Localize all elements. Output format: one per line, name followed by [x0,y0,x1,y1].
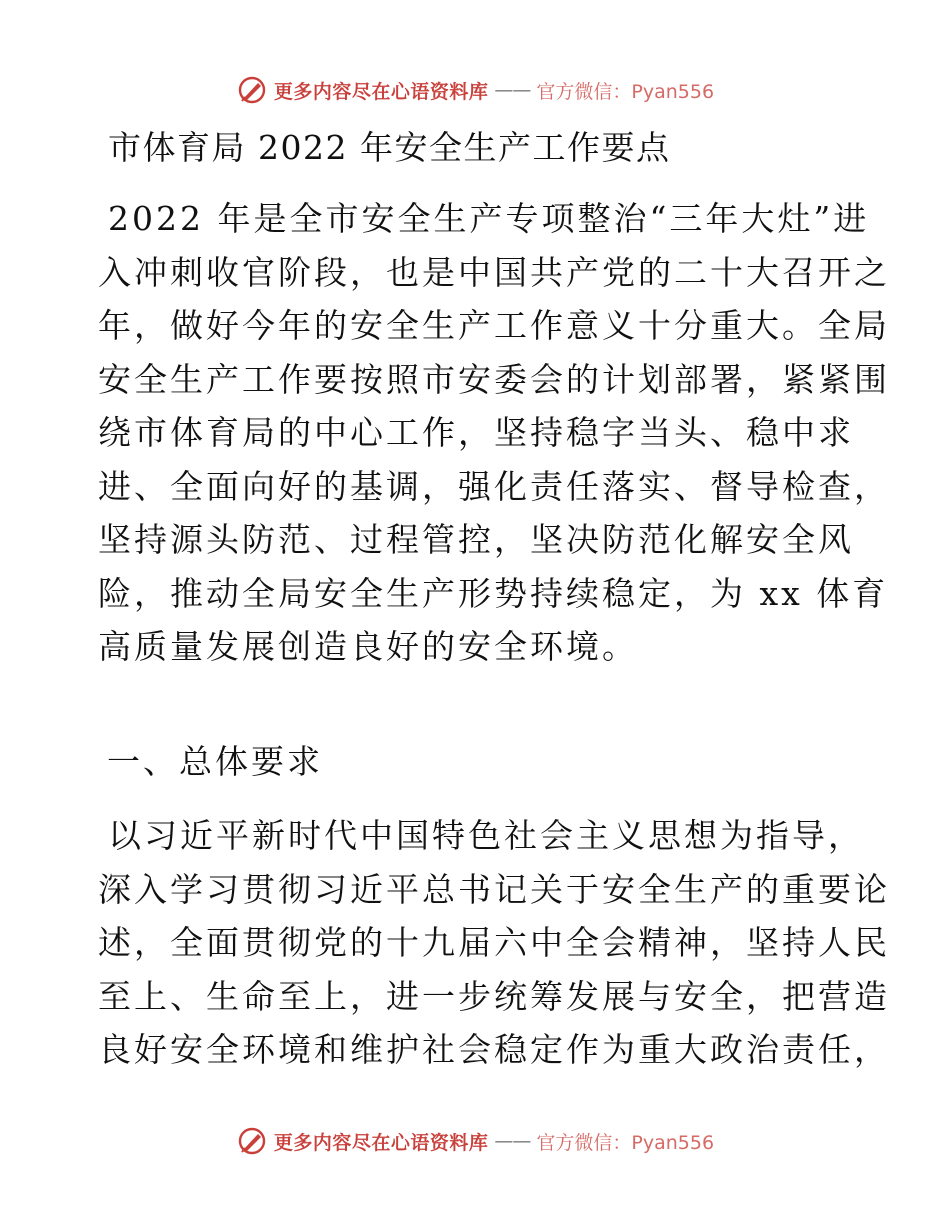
paragraph-line: 入冲刺收官阶段，也是中国共产党的二十大召开之 [98,252,890,292]
paragraph-line: 良好安全环境和维护社会稳定作为重大政治责任， [98,1030,890,1069]
paragraph-line: 至上、生命至上，进一步统筹发展与安全，把营造 [98,976,890,1016]
watermark-brand: 更多内容尽在心语资料库 [273,1131,489,1154]
document-title: 市体育局 2022 年安全生产工作要点 [108,128,671,167]
section-paragraph [98,809,890,1077]
paragraph-line: 深入学习贯彻习近平总书记关于安全生产的重要论 [98,869,890,909]
paragraph-line: 坚持源头防范、过程管控，坚决防范化解安全风 [98,520,854,559]
paragraph-line: 以习近平新时代中国特色社会主义思想为指导， [108,816,864,855]
header-watermark [0,70,950,110]
paragraph-line: 高质量发展创造良好的安全环境。 [98,627,638,666]
footer-watermark [0,1121,950,1161]
section-heading: 一、总体要求 [107,742,323,781]
paragraph-line: 险，推动全局安全生产形势持续稳定，为 xx 体育 [98,573,889,613]
watermark-dash: —— [494,1130,531,1152]
watermark-dash: —— [494,79,531,101]
watermark-contact: 官方微信：Pyan556 [536,80,715,103]
paragraph-line: 述，全面贯彻党的十九届六中全会精神，坚持人民 [98,923,890,962]
paragraph-line: 绕市体育局的中心工作，坚持稳字当头、稳中求 [98,413,854,452]
quill-pen-logo-icon [236,74,268,106]
paragraph-line: 2022 年是全市安全生产专项整治“三年大灶”进 [108,199,870,238]
paragraph-line: 年，做好今年的安全生产工作意义十分重大。全局 [98,306,890,345]
paragraph-line: 安全生产工作要按照市安委会的计划部署，紧紧围 [98,359,890,399]
watermark-contact: 官方微信：Pyan556 [536,1131,715,1154]
quill-pen-logo-icon [236,1125,268,1157]
intro-paragraph [98,192,890,674]
watermark-brand: 更多内容尽在心语资料库 [273,80,489,103]
paragraph-line: 进、全面向好的基调，强化责任落实、督导检查， [98,466,890,506]
